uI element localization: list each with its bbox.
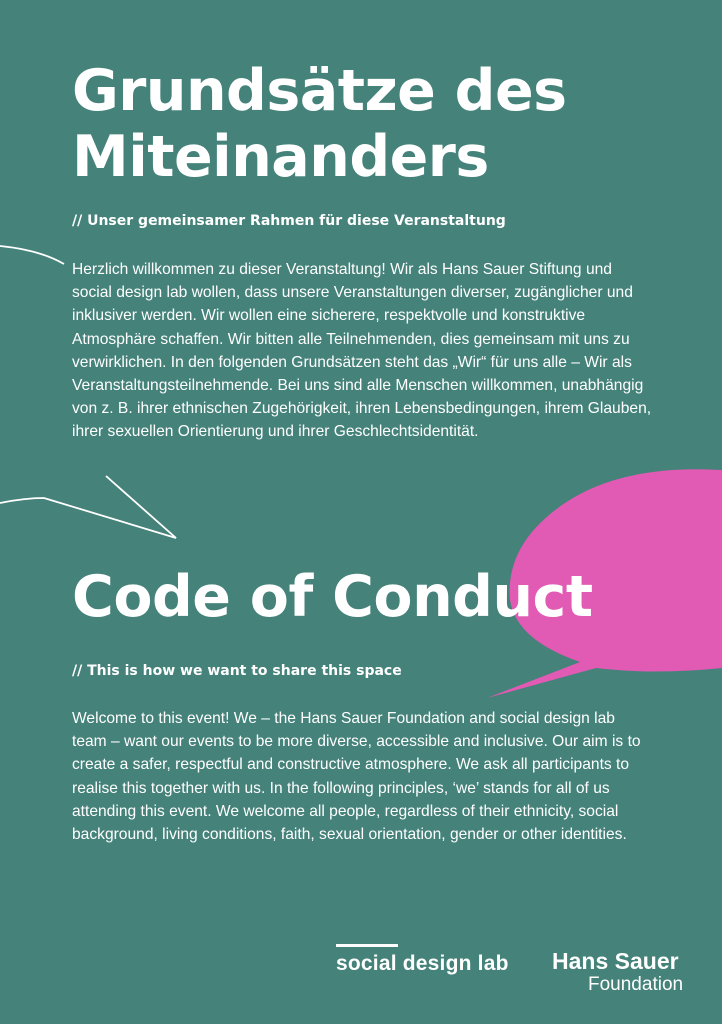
hans-sauer-foundation-logo <box>552 948 683 996</box>
subtitle-english: // This is how we want to share this space <box>72 663 402 679</box>
hans-sauer-wordmark: Hans Sauer <box>552 948 679 974</box>
foundation-wordmark: Foundation <box>588 974 684 995</box>
social-design-lab-wordmark: social design lab <box>336 952 509 975</box>
social-design-lab-logo <box>336 944 509 976</box>
intro-text-english: Welcome to this event! We – the Hans Sauer Foundation and social design lab team – want our events to be more diverse, accessible and inclusive. Our aim is to create a safer, respectful and constructive atmosphere. We ask all participants to realise this together with us. In the following principles, ‘we’ stands for all of us attending this event. We welcome all people, regardless of their ethnicity, social background, living conditions, faith, sexual orientation, gender or other identities. <box>72 710 641 844</box>
subtitle-german: // Unser gemeinsamer Rahmen für diese Veranstaltung <box>72 213 506 229</box>
intro-text-german: Herzlich willkommen zu dieser Veranstaltung! Wir als Hans Sauer Stiftung und social design lab wollen, dass unsere Veranstaltungen diverser, zugänglicher und inklusiver werden. Wir wollen eine sicherere, respektvolle und konstruktive Atmosphäre schaffen. Wir bitten alle Teilnehmenden, dies gemeinsam mit uns zu verwirklichen. In den folgenden Grundsätzen steht das „Wir“ für uns alle – Wir als Veranstaltungsteilnehmende. Bei uns sind alle Menschen willkommen, unabhängig von z. B. ihrer ethnischen Zugehörigkeit, ihren Lebensbedingungen, ihrem Glauben, ihrer sexuellen Orientierung und ihrer Geschlechtsidentität. <box>72 261 652 441</box>
page-title-english: Code of Conduct <box>72 564 593 630</box>
logo-bar <box>336 944 398 947</box>
page-title-german: Grundsätze des Miteinanders <box>72 58 567 190</box>
